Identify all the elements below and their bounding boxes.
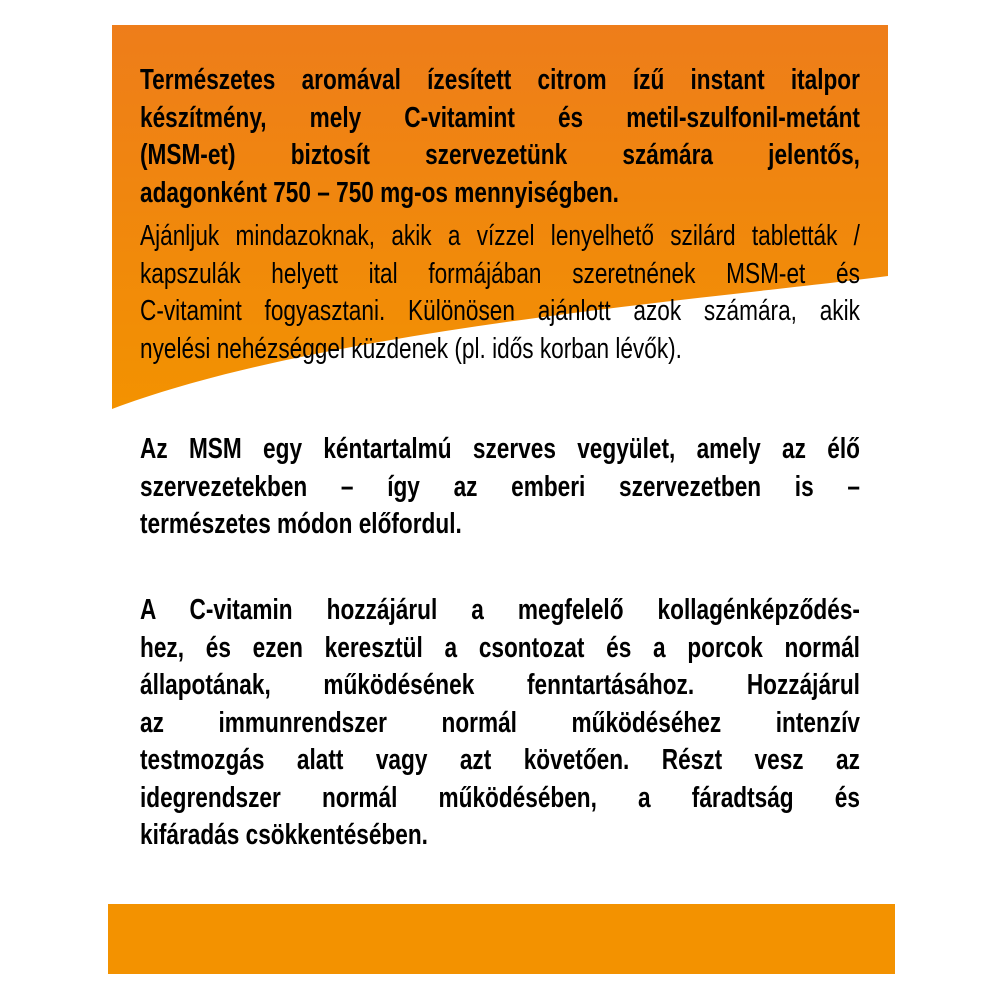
msm-line: Az MSM egy kéntartalmú szerves vegyület, amely az élő bbox=[140, 433, 860, 465]
bottom-orange-bar bbox=[108, 904, 895, 974]
msm-line: szervezetekben – így az emberi szervezetben is – bbox=[140, 470, 860, 503]
recommendation-line: Ajánljuk mindazoknak, akik a vízzel lenyelhető szilárd tabletták / bbox=[140, 220, 860, 252]
vitamin-c-line: kifáradás csökkentésében. bbox=[140, 819, 428, 851]
vitamin-c-line: az immunrendszer normál működéséhez intenzív bbox=[140, 706, 860, 739]
msm-paragraph bbox=[140, 431, 860, 544]
recommendation-line: nyelési nehézséggel küzdenek (pl. idős korban lévők). bbox=[140, 332, 682, 365]
intro-line: készítmény, mely C-vitamint és metil-szulfonil-metánt bbox=[140, 101, 860, 134]
intro-line: Természetes aromával ízesített citrom ízű instant italpor bbox=[140, 64, 860, 96]
intro-line: (MSM-et) biztosít szervezetünk számára jelentős, bbox=[140, 139, 860, 171]
vitamin-c-line: állapotának, működésének fenntartásához. Hozzájárul bbox=[140, 669, 860, 701]
vitamin-c-line: A C-vitamin hozzájárul a megfelelő kollagénképződés- bbox=[140, 594, 860, 626]
intro-line: adagonként 750 – 750 mg-os mennyiségben. bbox=[140, 176, 619, 209]
intro-section bbox=[140, 62, 860, 368]
recommendation-line: kapszulák helyett ital formájában szeretnének MSM-et és bbox=[140, 257, 860, 290]
msm-line: természetes módon előfordul. bbox=[140, 508, 462, 540]
recommendation-line: C-vitamint fogyasztani. Különösen ajánlott azok számára, akik bbox=[140, 295, 860, 327]
vitamin-c-paragraph bbox=[140, 592, 860, 855]
vitamin-c-line: testmozgás alatt vagy azt követően. Részt vesz az bbox=[140, 744, 860, 776]
vitamin-c-line: idegrendszer normál működésében, a fáradtság és bbox=[140, 781, 860, 814]
vitamin-c-line: hez, és ezen keresztül a csontozat és a porcok normál bbox=[140, 631, 860, 664]
